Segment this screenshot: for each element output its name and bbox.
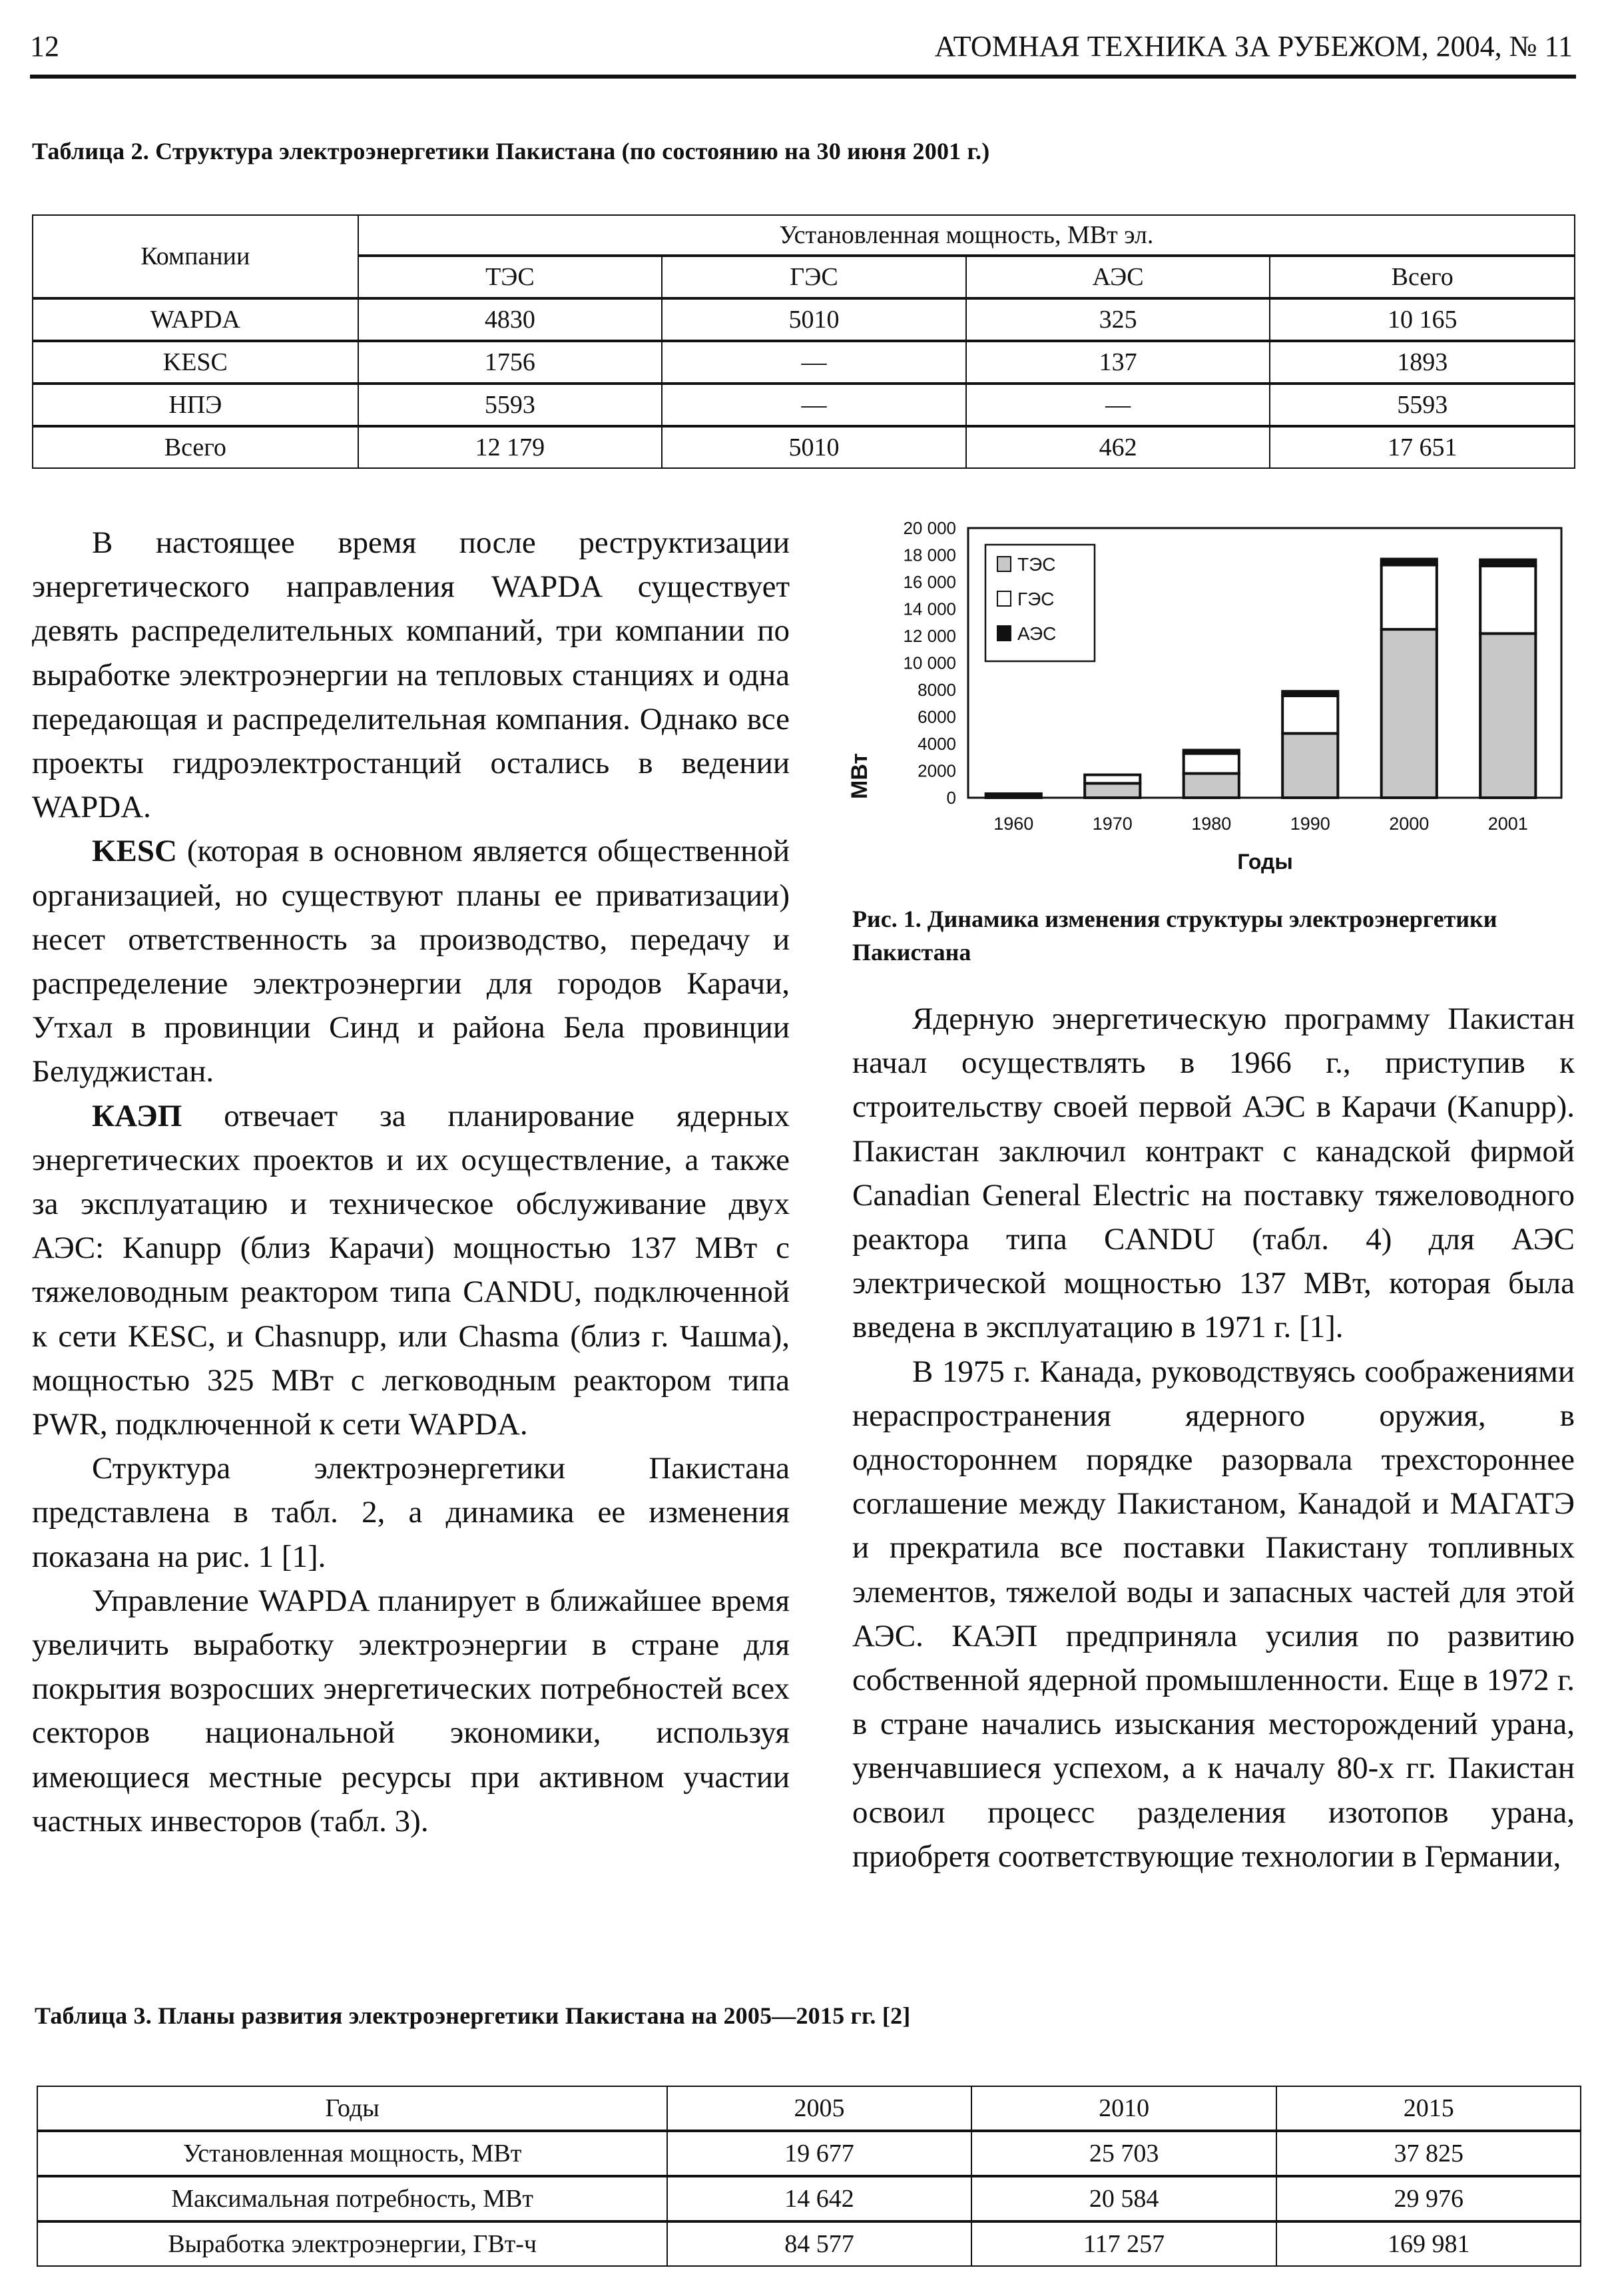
bar-segment-ТЭС: [1282, 733, 1338, 798]
left-column-text: [32, 521, 790, 1843]
legend-swatch-icon: [997, 557, 1011, 571]
paragraph-lead: КАЭП: [92, 1098, 182, 1133]
legend-swatch-icon: [997, 591, 1011, 606]
bar-segment-ГЭС: [1085, 775, 1140, 784]
table2-group-header: Установленная мощность, МВт эл.: [358, 215, 1575, 256]
legend-label: АЭС: [1017, 623, 1057, 644]
cell: WAPDA: [33, 298, 358, 341]
x-tick-label: 2001: [1487, 814, 1528, 834]
x-tick-label: 2000: [1389, 814, 1430, 834]
header-rule: [30, 75, 1576, 79]
cell: 37 825: [1276, 2131, 1581, 2176]
cell: —: [966, 384, 1270, 426]
bar-segment-АЭС: [1282, 691, 1338, 696]
bar-segment-ТЭС: [1382, 629, 1437, 798]
cell: НПЭ: [33, 384, 358, 426]
cell: Выработка электроэнергии, ГВт-ч: [37, 2221, 667, 2266]
cell: 29 976: [1276, 2176, 1581, 2221]
paragraph: [32, 1094, 790, 1447]
y-tick-label: 2000: [918, 760, 956, 781]
paragraph: [32, 1579, 790, 1843]
cell: 5593: [358, 384, 663, 426]
page-number: 12: [30, 30, 59, 63]
cell: 12 179: [358, 426, 663, 468]
y-tick-label: 4000: [918, 734, 956, 754]
cell: —: [662, 384, 966, 426]
cell: —: [662, 341, 966, 384]
bar-segment-ГЭС: [1282, 696, 1338, 733]
cell: Установленная мощность, МВт: [37, 2131, 667, 2176]
bar-segment-ТЭС: [1480, 633, 1535, 798]
bar-segment-ГЭС: [1184, 754, 1239, 774]
y-tick-label: 14 000: [903, 599, 956, 619]
x-tick-label: 1980: [1191, 814, 1232, 834]
legend-label: ГЭС: [1017, 589, 1055, 609]
table-row: [37, 2176, 1581, 2221]
legend-label: ТЭС: [1017, 554, 1056, 575]
table3-caption: Таблица 3. Планы развития электроэнергетики Пакистана на 2005—2015 гг. [2]: [35, 2002, 911, 2029]
table-row: [33, 341, 1575, 384]
table3-col: 2005: [667, 2086, 971, 2131]
bar-segment-ТЭС: [1184, 774, 1239, 798]
cell: 1893: [1270, 341, 1575, 384]
cell: 20 584: [971, 2176, 1277, 2221]
cell: 84 577: [667, 2221, 971, 2266]
y-tick-label: 6000: [918, 707, 956, 727]
table-row: [37, 2221, 1581, 2266]
cell: 5010: [662, 298, 966, 341]
y-tick-label: 18 000: [903, 545, 956, 565]
table2-col: АЭС: [966, 256, 1270, 298]
paragraph-text: Управление WAPDA планирует в ближайшее время увеличить выработку электроэнергии в стране для покрытия возросших энергетических потребностей всех секторов национальной экономики, используя имеющиеся местные ресурсы при активном участии частных инвесторов (табл. 3).: [32, 1583, 790, 1839]
table2: [32, 214, 1575, 469]
bar-segment-АЭС: [1480, 560, 1535, 566]
cell: 17 651: [1270, 426, 1575, 468]
cell: 5593: [1270, 384, 1575, 426]
cell: 5010: [662, 426, 966, 468]
figure1-caption: Рис. 1. Динамика изменения структуры электроэнергетики Пакистана: [852, 906, 1497, 966]
cell: 169 981: [1276, 2221, 1581, 2266]
figure1-stacked-bar-chart: [832, 506, 1598, 892]
bar-segment-ТЭС: [1085, 783, 1140, 798]
y-tick-label: 16 000: [903, 572, 956, 592]
cell: 10 165: [1270, 298, 1575, 341]
cell: 4830: [358, 298, 663, 341]
bar-segment-ГЭС: [1382, 565, 1437, 629]
x-tick-label: 1970: [1092, 814, 1133, 834]
table-row: [33, 384, 1575, 426]
table3-header-row: [37, 2086, 1581, 2131]
y-tick-label: 10 000: [903, 653, 956, 673]
right-column-text: [852, 997, 1575, 1878]
table2-col: ТЭС: [358, 256, 663, 298]
y-tick-label: 0: [946, 788, 956, 808]
y-axis-ticks: [903, 518, 956, 808]
cell: 19 677: [667, 2131, 971, 2176]
legend-swatch-icon: [997, 626, 1011, 641]
y-tick-label: 8000: [918, 680, 956, 700]
y-tick-label: 20 000: [903, 518, 956, 538]
paragraph-text: Ядерную энергетическую программу Пакистан начал осуществлять в 1966 г., приступив к строительству своей первой АЭС в Карачи (Kanupp). Пакистан заключил контракт с канадской фирмой Canadian General Electric на поставку тяжеловодного реактора типа CANDU (табл. 4) для АЭС электрической мощностью 137 МВт, которая была введена в эксплуатацию в 1971 г. [1].: [852, 1002, 1575, 1345]
bar-segment-АЭС: [986, 794, 1041, 798]
paragraph-lead: KESC: [92, 834, 177, 869]
cell: 325: [966, 298, 1270, 341]
cell: 137: [966, 341, 1270, 384]
paragraph: [852, 1350, 1575, 1878]
cell: 25 703: [971, 2131, 1277, 2176]
cell: 1756: [358, 341, 663, 384]
paragraph: [32, 521, 790, 829]
table3: [37, 2086, 1581, 2267]
paragraph-text: Структура электроэнергетики Пакистана представлена в табл. 2, а динамика ее изменения показана на рис. 1 [1].: [32, 1451, 790, 1574]
x-tick-label: 1990: [1290, 814, 1330, 834]
table2-col: Всего: [1270, 256, 1575, 298]
x-axis-ticks: [993, 814, 1528, 834]
table3-col: 2010: [971, 2086, 1277, 2131]
paragraph-text: В 1975 г. Канада, руководствуясь соображениями нераспространения ядерного оружия, в одностороннем порядке разорвала трехстороннее соглашение между Пакистаном, Канадой и МАГАТЭ и прекратила все поставки Пакистану топливных элементов, тяжелой воды и запасных частей для этой АЭС. КАЭП предприняла усилия по развитию собственной ядерной промышленности. Еще в 1972 г. в стране начались изыскания месторождений урана, увенчавшиеся успехом, а к началу 80-х гг. Пакистан освоил процесс разделения изотопов урана, приобретя соответствующие технологии в Германии,: [852, 1354, 1575, 1874]
paragraph-text: отвечает за планирование ядерных энергетических проектов и их осуществление, а также за эксплуатацию и техническое обслуживание двух АЭС: Kanupp (близ Карачи) мощностью 137 МВт с тяжеловодным реактором типа CANDU, подключенной к сети KESC, и Chasnupp, или Chasma (близ г. Чашма), мощностью 325 МВт с легководным реактором типа PWR, подключенной к сети WAPDA.: [32, 1098, 790, 1442]
table3-col: 2015: [1276, 2086, 1581, 2131]
paragraph: [32, 1446, 790, 1579]
cell: Всего: [33, 426, 358, 468]
paragraph: [32, 829, 790, 1093]
paragraph: [852, 997, 1575, 1350]
journal-title: АТОМНАЯ ТЕХНИКА ЗА РУБЕЖОМ, 2004, № 11: [934, 30, 1573, 63]
table-row: [33, 426, 1575, 468]
paragraph-text: (которая в основном является общественной организацией, но существуют планы ее приватизации) несет ответственность за производство, передачу и распределение электроэнергии для городов Карачи, Утхал в провинции Синд и района Бела провинции Белуджистан.: [32, 834, 790, 1089]
table-row: [37, 2131, 1581, 2176]
table3-col: Годы: [37, 2086, 667, 2131]
cell: KESC: [33, 341, 358, 384]
table2-col: ГЭС: [662, 256, 966, 298]
x-axis-label: Годы: [1237, 850, 1293, 874]
table2-caption: Таблица 2. Структура электроэнергетики Пакистана (по состоянию на 30 июня 2001 г.): [32, 138, 990, 164]
table-row: [33, 298, 1575, 341]
paragraph-text: В настоящее время после реструктизации энергетического направления WAPDA существует девять распределительных компаний, три компании по выработке электроэнергии на тепловых станциях и одна передающая и распределительная компания. Однако все проекты гидроэлектростанций остались в ведении WAPDA.: [32, 525, 790, 825]
bar-segment-АЭС: [1184, 750, 1239, 754]
bar-segment-АЭС: [1382, 559, 1437, 565]
cell: 14 642: [667, 2176, 971, 2221]
x-tick-label: 1960: [993, 814, 1034, 834]
y-axis-label: МВт: [847, 752, 872, 799]
legend: [985, 545, 1095, 661]
cell: 117 257: [971, 2221, 1277, 2266]
y-tick-label: 12 000: [903, 626, 956, 646]
table2-header-row: [33, 215, 1575, 256]
cell: Максимальная потребность, МВт: [37, 2176, 667, 2221]
table2-col-company: Компании: [33, 215, 358, 298]
cell: 462: [966, 426, 1270, 468]
bar-segment-ГЭС: [1480, 566, 1535, 633]
